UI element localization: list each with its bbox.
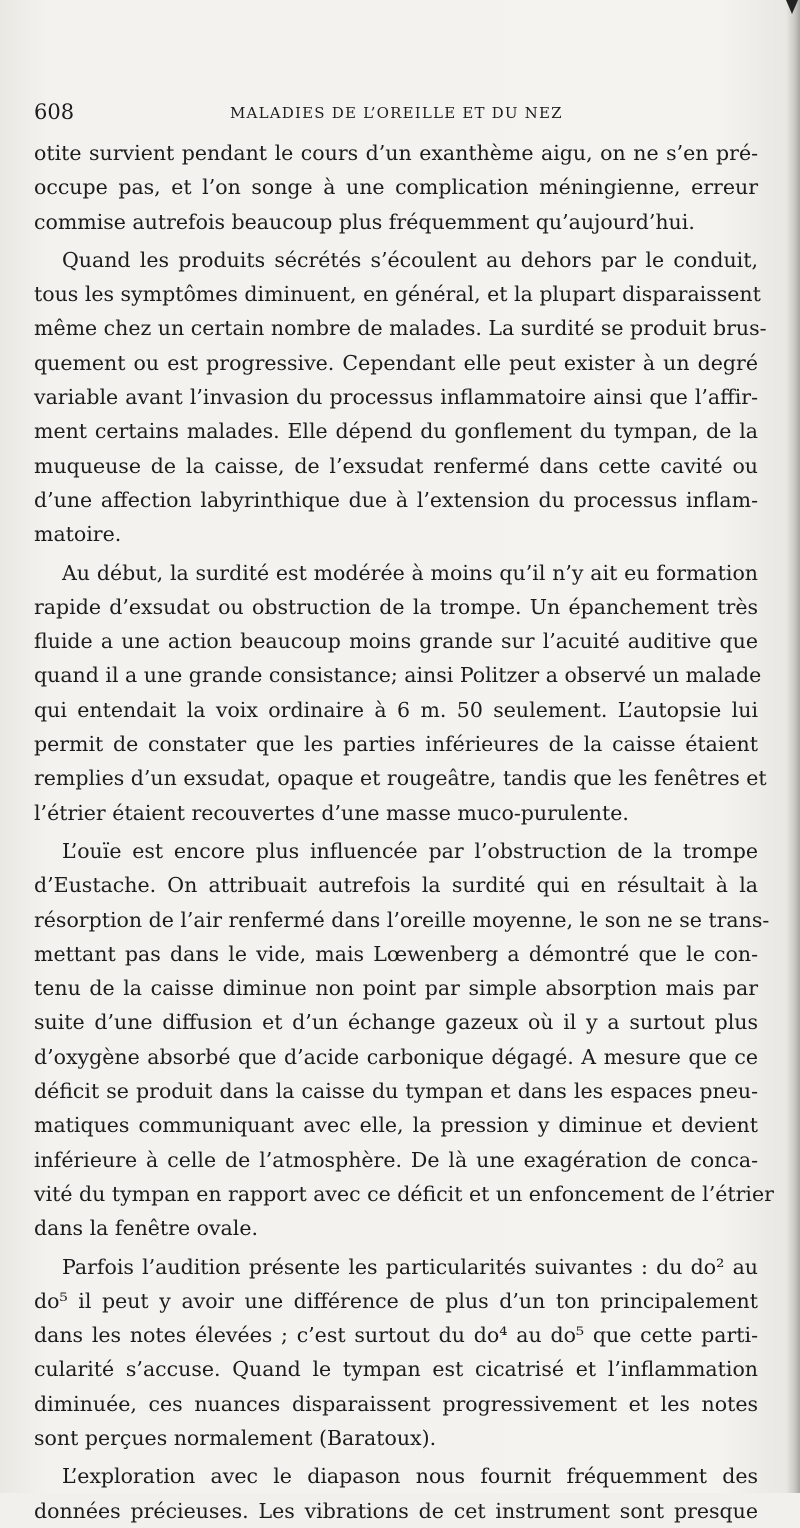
paragraph (34, 243, 767, 552)
text-line: dans les notes élevées ; c’est surtout du do⁴ au do⁵ que cette parti- (34, 1323, 758, 1348)
page-edge-shadow (786, 0, 800, 1493)
page-number: 608 (34, 100, 75, 124)
text-line: Parfois l’audition présente les particularités suivantes : du do² au (62, 1254, 758, 1279)
text-line: qui entendait la voix ordinaire à 6 m. 50 seulement. L’autopsie lui (34, 697, 758, 722)
text-line: sont perçues normalement (Baratoux). (34, 1425, 437, 1450)
text-line: vité du tympan en rapport avec ce déficit et un enfoncement de l’étrier (34, 1181, 774, 1206)
text-line: dans la fenêtre ovale. (34, 1216, 258, 1241)
text-line: Au début, la surdité est modérée à moins qu’il n’y ait eu formation (62, 560, 758, 585)
text-line: données précieuses. Les vibrations de cet instrument sont presque (34, 1498, 758, 1523)
paragraph (34, 1250, 758, 1456)
page-header (34, 100, 764, 130)
text-line: Quand les produits sécrétés s’écoulent au dehors par le conduit, (62, 247, 758, 272)
text-line: l’étrier étaient recouvertes d’une masse muco-purulente. (34, 800, 629, 825)
text-line: muqueuse de la caisse, de l’exsudat renfermé dans cette cavité ou (34, 453, 758, 478)
text-line: permit de constater que les parties inférieures de la caisse étaient (34, 732, 758, 757)
text-line: L’ouïe est encore plus influencée par l’obstruction de la trompe (62, 838, 758, 863)
text-line: remplies d’un exsudat, opaque et rougeâtre, tandis que les fenêtres et (34, 766, 767, 791)
text-line: fluide a une action beaucoup moins grande sur l’acuité auditive que (34, 629, 758, 654)
paragraph (34, 1459, 758, 1528)
text-line: otite survient pendant le cours d’un exanthème aigu, on ne s’en pré- (34, 141, 758, 165)
text-line: inférieure à celle de l’atmosphère. De là une exagération de conca- (34, 1147, 758, 1172)
text-line: tous les symptômes diminuent, en général, et la plupart disparaissent (34, 282, 761, 307)
text-line: mettant pas dans le vide, mais Lœwenberg a démontré que le con- (34, 941, 758, 966)
text-line: rapide d’exsudat ou obstruction de la trompe. Un épanchement très (34, 594, 758, 619)
text-line: d’Eustache. On attribuait autrefois la surdité qui en résultait à la (34, 873, 758, 898)
running-head: MALADIES DE L’OREILLE ET DU NEZ (230, 104, 563, 122)
text-line: résorption de l’air renfermé dans l’oreille moyenne, le son ne se trans- (34, 907, 770, 932)
text-line: ment certains malades. Elle dépend du gonflement du tympan, de la (34, 419, 758, 444)
text-line: occupe pas, et l’on songe à une complication méningienne, erreur (34, 175, 758, 200)
text-line: même chez un certain nombre de malades. La surdité se produit brus- (34, 316, 767, 341)
text-line: suite d’une diffusion et d’un échange gazeux où il y a surtout plus (34, 1010, 758, 1035)
text-line: déficit se produit dans la caisse du tympan et dans les espaces pneu- (34, 1079, 758, 1104)
text-line: quement ou est progressive. Cependant elle peut exister à un degré (34, 350, 758, 375)
text-line: commise autrefois beaucoup plus fréquemment qu’aujourd’hui. (34, 209, 695, 234)
text-line: cularité s’accuse. Quand le tympan est cicatrisé et l’inflammation (34, 1357, 758, 1382)
paragraph (34, 136, 758, 239)
corner-mark (786, 0, 798, 14)
text-line: matiques communiquant avec elle, la pression y diminue et devient (34, 1113, 758, 1138)
body-text (34, 136, 774, 1528)
text-line: variable avant l’invasion du processus inflammatoire ainsi que l’affir- (34, 385, 758, 410)
paragraph (34, 834, 774, 1246)
paragraph (34, 556, 767, 830)
text-line: diminuée, ces nuances disparaissent progressivement et les notes (34, 1391, 758, 1416)
text-line: quand il a une grande consistance; ainsi Politzer a observé un malade (34, 663, 762, 688)
text-line: d’oxygène absorbé que d’acide carbonique dégagé. A mesure que ce (34, 1044, 758, 1069)
text-line: matoire. (34, 522, 122, 547)
text-line: L’exploration avec le diapason nous fournit fréquemment des (62, 1464, 758, 1489)
text-line: d’une affection labyrinthique due à l’extension du processus inflam- (34, 487, 758, 512)
text-line: tenu de la caisse diminue non point par simple absorption mais par (34, 976, 758, 1001)
text-line: do⁵ il peut y avoir une différence de plus d’un ton principalement (34, 1288, 758, 1313)
